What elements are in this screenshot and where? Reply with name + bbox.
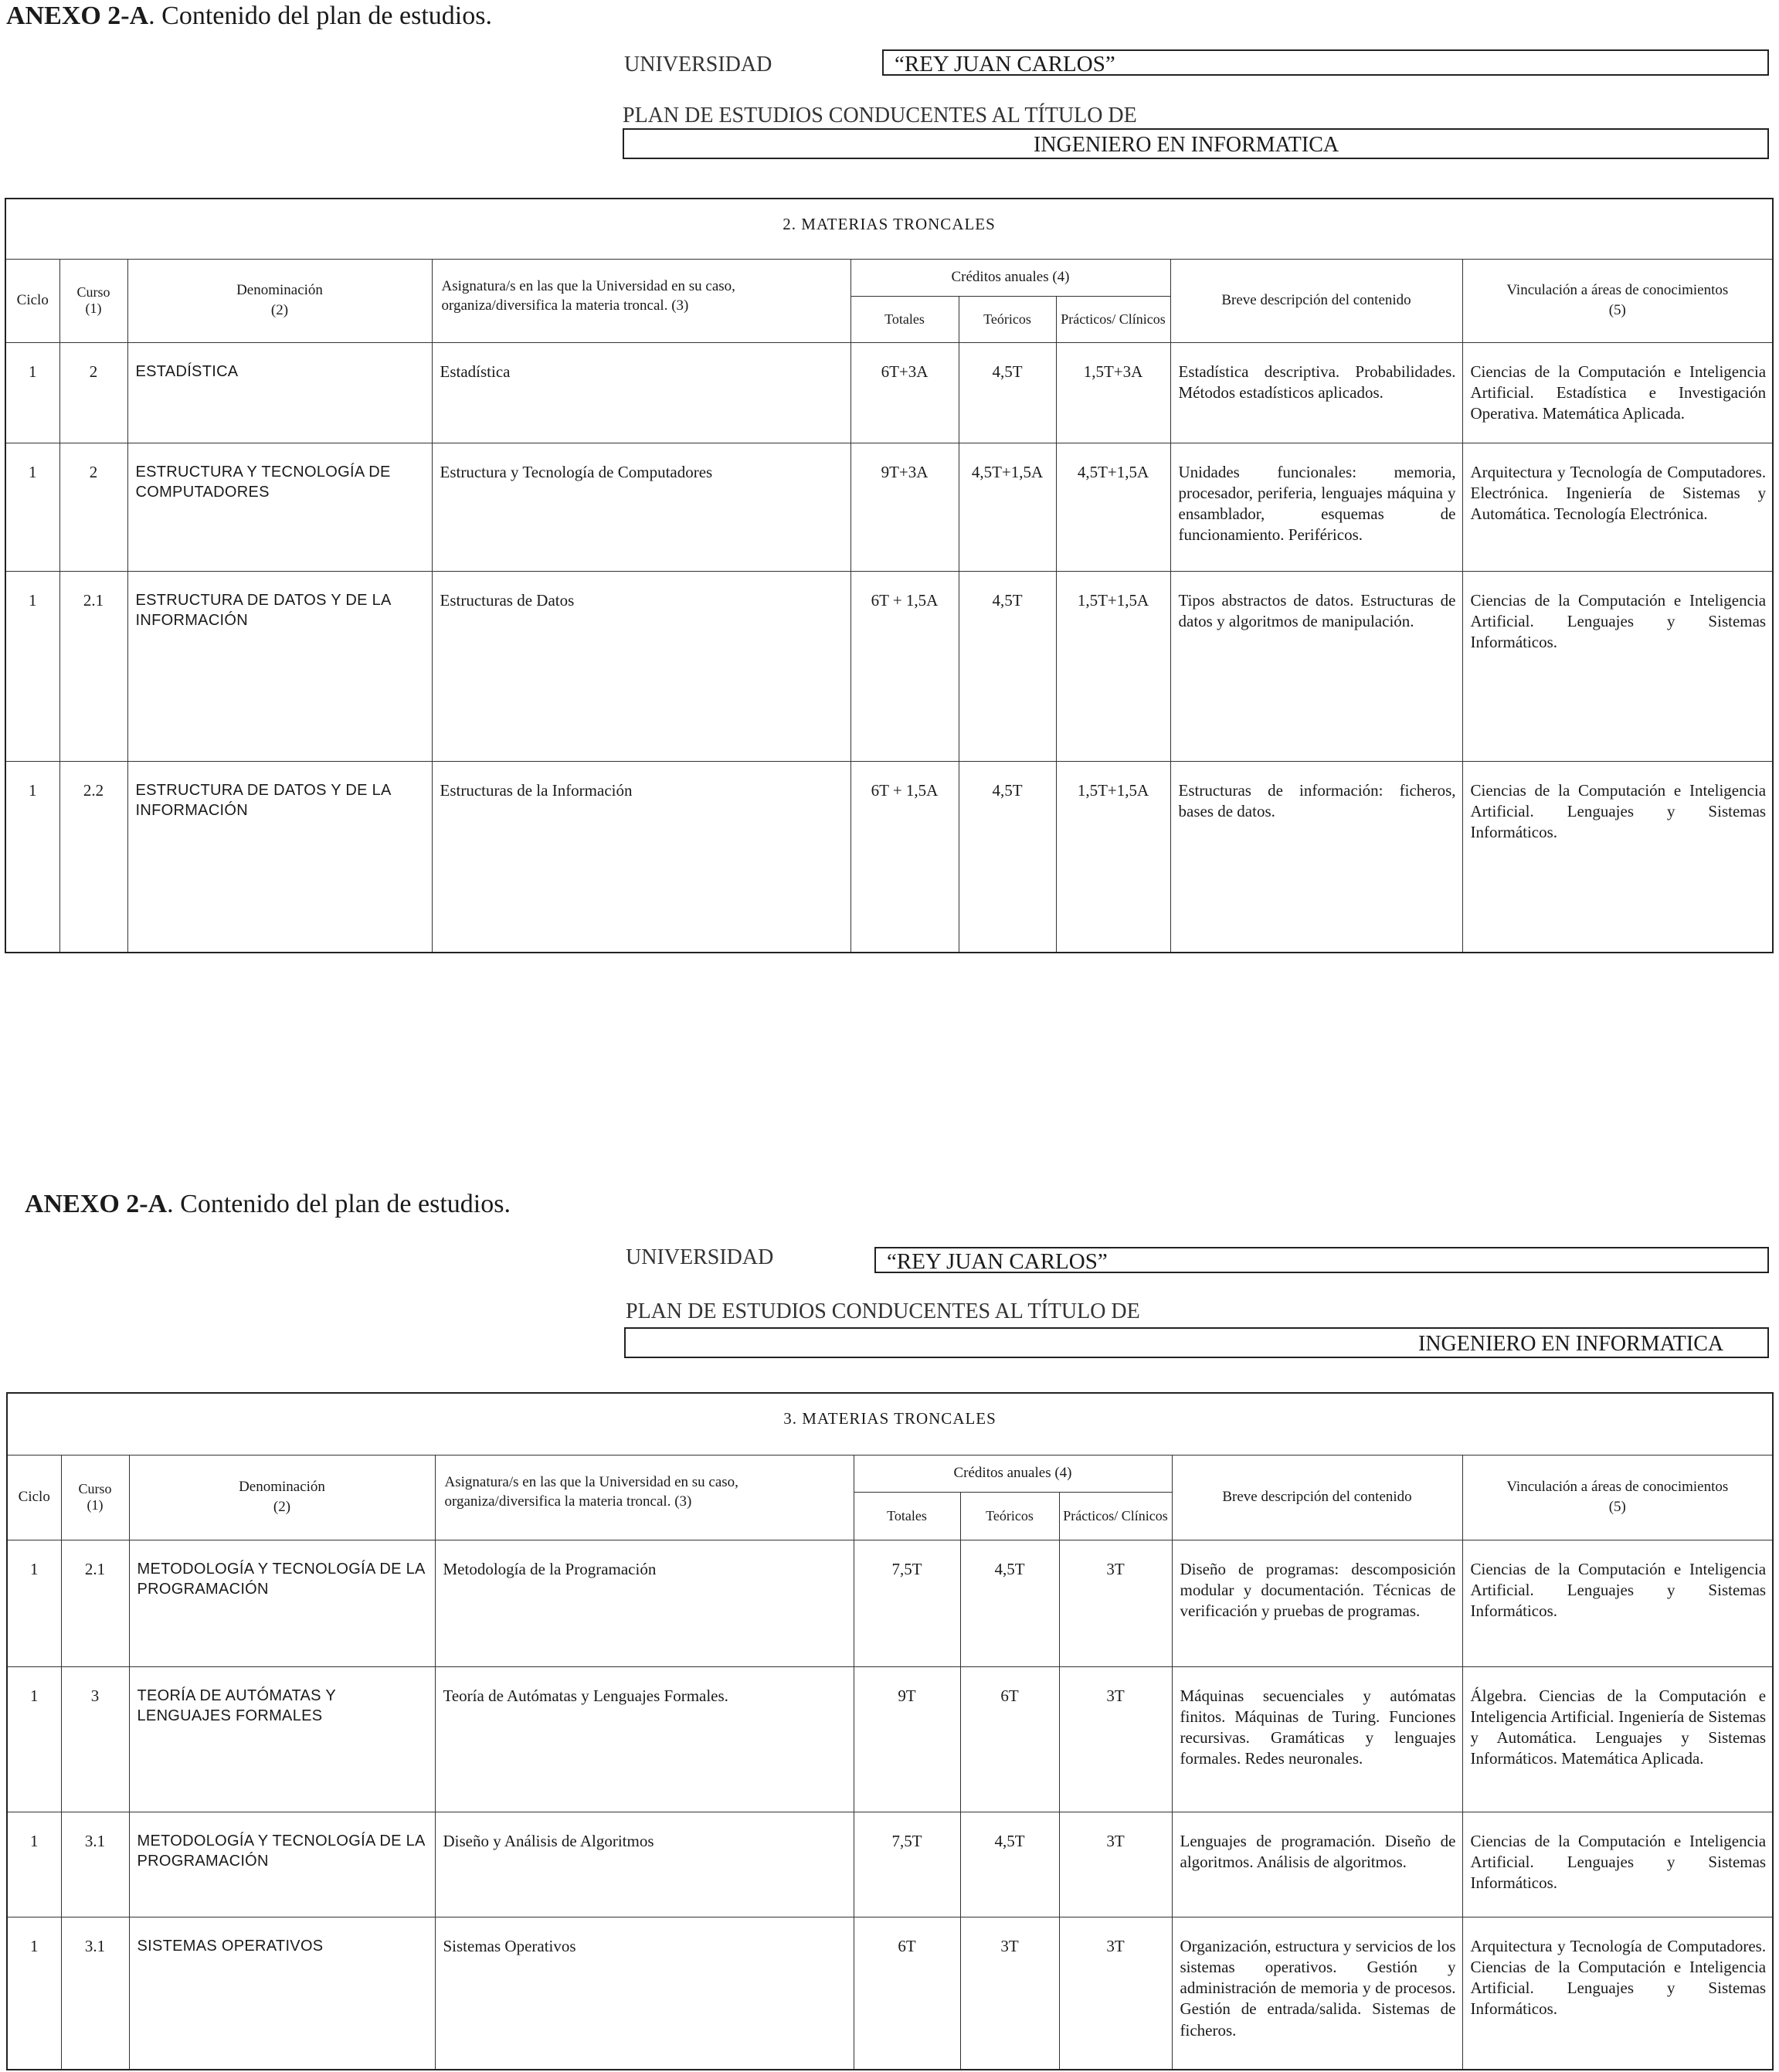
cell-descripcion: Estructuras de información: ficheros, bases de datos. <box>1170 761 1462 953</box>
cell-vinculacion: Ciencias de la Computación e Inteligencia Artificial. Lenguajes y Sistemas Informáticos. <box>1462 761 1773 953</box>
titulo-value: INGENIERO EN INFORMATICA <box>623 128 1769 159</box>
cell-ciclo: 1 <box>7 1540 61 1666</box>
header-practicos: Prácticos/ Clínicos <box>1059 1492 1172 1540</box>
cell-totales: 6T <box>854 1917 960 2070</box>
cell-vinculacion: Arquitectura y Tecnología de Computadores. Ciencias de la Computación e Inteligencia Artificial. Lenguajes y Sistemas Informáticos. <box>1462 1917 1773 2070</box>
cell-descripcion: Máquinas secuenciales y autómatas finitos. Máquinas de Turing. Funciones recursivas. Gramáticas y lenguajes formales. Redes neuronales. <box>1172 1666 1462 1812</box>
cell-teoricos: 6T <box>960 1666 1059 1812</box>
cell-ciclo: 1 <box>7 1812 61 1917</box>
cell-ciclo: 1 <box>5 571 59 761</box>
cell-curso: 2 <box>59 443 127 571</box>
cell-totales: 6T + 1,5A <box>850 761 959 953</box>
cell-denominacion: METODOLOGÍA Y TECNOLOGÍA DE LA PROGRAMACIÓN <box>129 1540 435 1666</box>
cell-ciclo: 1 <box>5 761 59 953</box>
anexo-subtitle: . Contenido del plan de estudios. <box>148 2 492 30</box>
header-asignatura: Asignatura/s en las que la Universidad en su caso, organiza/diversifica la materia troncal. (3) <box>432 259 850 342</box>
cell-vinculacion: Ciencias de la Computación e Inteligencia Artificial. Estadística e Investigación Operativa. Matemática Aplicada. <box>1462 342 1773 443</box>
header-ciclo: Ciclo <box>5 259 59 342</box>
cell-asignatura: Metodología de la Programación <box>435 1540 854 1666</box>
cell-ciclo: 1 <box>7 1917 61 2070</box>
cell-curso: 3.1 <box>61 1917 129 2070</box>
table-row <box>5 761 1773 953</box>
cell-asignatura: Diseño y Análisis de Algoritmos <box>435 1812 854 1917</box>
cell-vinculacion: Ciencias de la Computación e Inteligencia Artificial. Lenguajes y Sistemas Informáticos. <box>1462 1812 1773 1917</box>
cell-curso: 3.1 <box>61 1812 129 1917</box>
cell-practicos: 3T <box>1059 1540 1172 1666</box>
table-row <box>7 1540 1773 1666</box>
cell-vinculacion: Álgebra. Ciencias de la Computación e Inteligencia Artificial. Ingeniería de Sistemas y Automática. Lenguajes y Sistemas Informáticos. Matemática Aplicada. <box>1462 1666 1773 1812</box>
table-row <box>5 571 1773 761</box>
cell-asignatura: Estructuras de la Información <box>432 761 850 953</box>
cell-totales: 7,5T <box>854 1540 960 1666</box>
cell-practicos: 1,5T+1,5A <box>1056 571 1170 761</box>
cell-descripcion: Estadística descriptiva. Probabilidades. Métodos estadísticos aplicados. <box>1170 342 1462 443</box>
cell-descripcion: Unidades funcionales: memoria, procesador, periferia, lenguajes máquina y ensamblador, esquemas de funcionamiento. Periféricos. <box>1170 443 1462 571</box>
header-vinculacion: Vinculación a áreas de conocimientos (5) <box>1462 1455 1773 1540</box>
cell-denominacion: TEORÍA DE AUTÓMATAS Y LENGUAJES FORMALES <box>129 1666 435 1812</box>
cell-asignatura: Sistemas Operativos <box>435 1917 854 2070</box>
materias-table-2 <box>6 1392 1774 2070</box>
anexo-label: ANEXO 2-A <box>6 2 149 30</box>
cell-descripcion: Lenguajes de programación. Diseño de algoritmos. Análisis de algoritmos. <box>1172 1812 1462 1917</box>
table-row <box>5 342 1773 443</box>
section-title: 2. MATERIAS TRONCALES <box>5 199 1773 259</box>
cell-denominacion: ESTADÍSTICA <box>127 342 432 443</box>
header-vinculacion: Vinculación a áreas de conocimientos (5) <box>1462 259 1773 342</box>
cell-practicos: 3T <box>1059 1812 1172 1917</box>
anexo-label: ANEXO 2-A <box>25 1190 168 1218</box>
header-curso: Curso (1) <box>61 1455 129 1540</box>
header-practicos: Prácticos/ Clínicos <box>1056 296 1170 342</box>
section-title: 3. MATERIAS TRONCALES <box>7 1393 1773 1455</box>
universidad-value: “REY JUAN CARLOS” <box>874 1247 1769 1273</box>
table-row <box>7 1812 1773 1917</box>
cell-totales: 9T <box>854 1666 960 1812</box>
cell-curso: 2 <box>59 342 127 443</box>
cell-denominacion: ESTRUCTURA DE DATOS Y DE LA INFORMACIÓN <box>127 571 432 761</box>
universidad-value: “REY JUAN CARLOS” <box>882 49 1769 76</box>
plan-label: PLAN DE ESTUDIOS CONDUCENTES AL TÍTULO DE <box>623 104 1137 127</box>
universidad-label: UNIVERSIDAD <box>624 53 772 76</box>
cell-totales: 6T+3A <box>850 342 959 443</box>
cell-totales: 7,5T <box>854 1812 960 1917</box>
cell-denominacion: ESTRUCTURA DE DATOS Y DE LA INFORMACIÓN <box>127 761 432 953</box>
cell-practicos: 1,5T+1,5A <box>1056 761 1170 953</box>
cell-totales: 6T + 1,5A <box>850 571 959 761</box>
table-row <box>5 443 1773 571</box>
cell-denominacion: SISTEMAS OPERATIVOS <box>129 1917 435 2070</box>
cell-asignatura: Estructuras de Datos <box>432 571 850 761</box>
header-creditos: Créditos anuales (4) <box>854 1455 1172 1492</box>
plan-label: PLAN DE ESTUDIOS CONDUCENTES AL TÍTULO DE <box>626 1299 1140 1323</box>
cell-descripcion: Organización, estructura y servicios de los sistemas operativos. Gestión y administración de memoria y de procesos. Gestión de entrada/salida. Sistemas de ficheros. <box>1172 1917 1462 2070</box>
cell-asignatura: Estructura y Tecnología de Computadores <box>432 443 850 571</box>
header-descripcion: Breve descripción del contenido <box>1172 1455 1462 1540</box>
cell-descripcion: Diseño de programas: descomposición modular y documentación. Técnicas de verificación y pruebas de programas. <box>1172 1540 1462 1666</box>
cell-asignatura: Teoría de Autómatas y Lenguajes Formales. <box>435 1666 854 1812</box>
table-row <box>7 1666 1773 1812</box>
cell-vinculacion: Arquitectura y Tecnología de Computadores. Electrónica. Ingeniería de Sistemas y Automática. Tecnología Electrónica. <box>1462 443 1773 571</box>
cell-vinculacion: Ciencias de la Computación e Inteligencia Artificial. Lenguajes y Sistemas Informáticos. <box>1462 1540 1773 1666</box>
cell-curso: 3 <box>61 1666 129 1812</box>
cell-ciclo: 1 <box>7 1666 61 1812</box>
header-asignatura: Asignatura/s en las que la Universidad en su caso, organiza/diversifica la materia troncal. (3) <box>435 1455 854 1540</box>
universidad-label: UNIVERSIDAD <box>626 1245 774 1269</box>
header-teoricos: Teóricos <box>959 296 1056 342</box>
cell-teoricos: 4,5T <box>959 342 1056 443</box>
cell-teoricos: 4,5T <box>960 1812 1059 1917</box>
anexo-heading-2 <box>25 1190 511 1219</box>
cell-teoricos: 3T <box>960 1917 1059 2070</box>
cell-descripcion: Tipos abstractos de datos. Estructuras de datos y algoritmos de manipulación. <box>1170 571 1462 761</box>
cell-denominacion: METODOLOGÍA Y TECNOLOGÍA DE LA PROGRAMACIÓN <box>129 1812 435 1917</box>
header-descripcion: Breve descripción del contenido <box>1170 259 1462 342</box>
cell-ciclo: 1 <box>5 443 59 571</box>
cell-practicos: 4,5T+1,5A <box>1056 443 1170 571</box>
cell-teoricos: 4,5T <box>960 1540 1059 1666</box>
materias-table-1 <box>5 198 1774 953</box>
cell-vinculacion: Ciencias de la Computación e Inteligencia Artificial. Lenguajes y Sistemas Informáticos. <box>1462 571 1773 761</box>
header-ciclo: Ciclo <box>7 1455 61 1540</box>
cell-practicos: 1,5T+3A <box>1056 342 1170 443</box>
cell-teoricos: 4,5T+1,5A <box>959 443 1056 571</box>
cell-denominacion: ESTRUCTURA Y TECNOLOGÍA DE COMPUTADORES <box>127 443 432 571</box>
cell-curso: 2.2 <box>59 761 127 953</box>
anexo-heading-1 <box>6 2 492 31</box>
cell-curso: 2.1 <box>61 1540 129 1666</box>
table-row <box>7 1917 1773 2070</box>
cell-asignatura: Estadística <box>432 342 850 443</box>
cell-teoricos: 4,5T <box>959 571 1056 761</box>
titulo-value: INGENIERO EN INFORMATICA <box>624 1327 1769 1358</box>
header-totales: Totales <box>854 1492 960 1540</box>
cell-teoricos: 4,5T <box>959 761 1056 953</box>
cell-ciclo: 1 <box>5 342 59 443</box>
anexo-subtitle: . Contenido del plan de estudios. <box>167 1190 511 1218</box>
header-creditos: Créditos anuales (4) <box>850 259 1170 296</box>
cell-practicos: 3T <box>1059 1917 1172 2070</box>
header-totales: Totales <box>850 296 959 342</box>
cell-curso: 2.1 <box>59 571 127 761</box>
cell-practicos: 3T <box>1059 1666 1172 1812</box>
header-curso: Curso (1) <box>59 259 127 342</box>
header-denominacion: Denominación (2) <box>127 259 432 342</box>
header-teoricos: Teóricos <box>960 1492 1059 1540</box>
header-denominacion: Denominación (2) <box>129 1455 435 1540</box>
cell-totales: 9T+3A <box>850 443 959 571</box>
